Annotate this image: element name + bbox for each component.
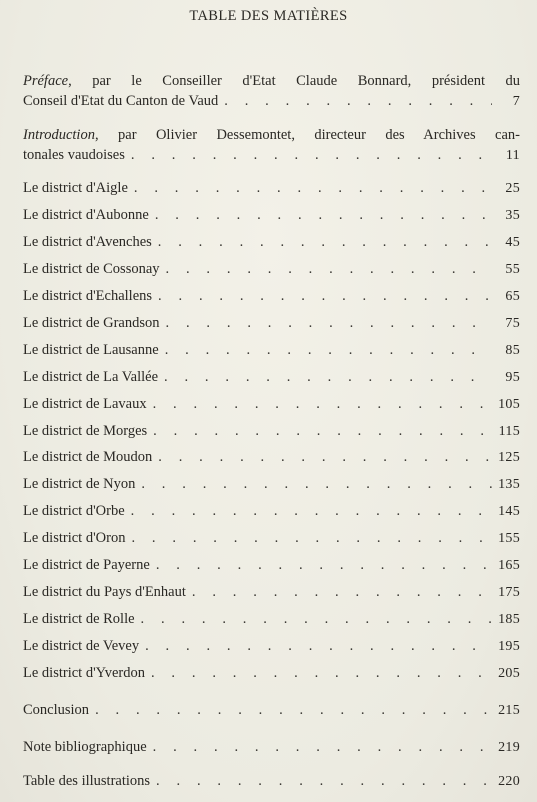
- introduction-title: Introduction: [23, 127, 95, 143]
- page-number: 220: [498, 774, 520, 789]
- dot-leader: [95, 700, 492, 720]
- dot-leader: [158, 286, 492, 306]
- toc-entry-district[interactable]: [23, 501, 520, 522]
- page-number: 45: [505, 235, 520, 250]
- page-number: 215: [498, 703, 520, 718]
- page-number: 155: [498, 531, 520, 546]
- dot-leader: [158, 232, 492, 252]
- page-number: 115: [498, 424, 520, 439]
- dot-leader: [131, 501, 492, 521]
- page-number: 185: [498, 612, 520, 627]
- preface-second-line: [23, 91, 520, 112]
- toc-entry-district[interactable]: [23, 421, 520, 442]
- dot-leader: [145, 636, 492, 656]
- dot-leader: [156, 771, 492, 791]
- toc-entry-conclusion[interactable]: [23, 700, 520, 721]
- toc-entry-district[interactable]: [23, 340, 520, 361]
- dot-leader: [153, 737, 492, 757]
- entry-label: Le district d'Yverdon: [23, 665, 145, 681]
- dot-leader: [131, 528, 492, 548]
- entry-label: Le district de Lausanne: [23, 342, 159, 358]
- entry-label: Note bibliographique: [23, 739, 147, 755]
- page-number: 7: [512, 94, 520, 109]
- page-number: 65: [505, 289, 520, 304]
- dot-leader: [153, 394, 492, 414]
- toc-entry-district[interactable]: [23, 205, 520, 226]
- page-number: 35: [505, 208, 520, 223]
- entry-label: Le district d'Aigle: [23, 180, 128, 196]
- page-number: 11: [505, 148, 520, 163]
- dot-leader: [141, 474, 492, 494]
- dot-leader: [141, 609, 492, 629]
- toc-entry-introduction[interactable]: [23, 125, 520, 166]
- page-number: 75: [505, 316, 520, 331]
- preface-line1-text: , par le Conseiller d'Etat Claude Bonnard, président du: [68, 73, 520, 89]
- dot-leader: [166, 313, 492, 333]
- toc-entry-district[interactable]: [23, 232, 520, 253]
- dot-leader: [151, 663, 492, 683]
- toc-entry-district[interactable]: [23, 313, 520, 334]
- toc-entry-district[interactable]: [23, 286, 520, 307]
- preface-line2-text: Conseil d'Etat du Canton de Vaud: [23, 93, 219, 109]
- entry-label: Le district de Morges: [23, 423, 148, 439]
- entry-label: Le district de Cossonay: [23, 261, 160, 277]
- page-title: TABLE DES MATIÈRES: [189, 8, 348, 24]
- toc-entry-preface[interactable]: [23, 71, 520, 112]
- dot-leader: [134, 178, 492, 198]
- entry-label: Le district d'Oron: [23, 530, 126, 546]
- toc-entry-district[interactable]: [23, 367, 520, 388]
- entry-label: Le district de Vevey: [23, 638, 140, 654]
- entry-label: Le district d'Orbe: [23, 503, 125, 519]
- page-number: 195: [498, 639, 520, 654]
- entry-label: Le district de Payerne: [23, 557, 150, 573]
- preface-title: Préface: [23, 73, 69, 89]
- toc-entry-bibliography[interactable]: [23, 737, 520, 758]
- page-number: 135: [498, 477, 520, 492]
- entry-label: Conclusion: [23, 702, 90, 718]
- entry-label: Le district de Nyon: [23, 476, 136, 492]
- entry-label: Le district de Moudon: [23, 449, 153, 465]
- page-number: 145: [498, 504, 520, 519]
- dot-leader: [192, 582, 492, 602]
- dot-leader: [153, 421, 492, 441]
- dot-leader: [155, 205, 492, 225]
- page-number: 165: [498, 558, 520, 573]
- toc-entry-district[interactable]: [23, 474, 520, 495]
- page-number: 85: [505, 343, 520, 358]
- entry-label: Le district de Lavaux: [23, 396, 147, 412]
- dot-leader: [166, 259, 492, 279]
- toc-entry-district[interactable]: [23, 555, 520, 576]
- toc-entry-district[interactable]: [23, 259, 520, 280]
- dot-leader: [158, 447, 492, 467]
- page-number: 25: [505, 181, 520, 196]
- entry-label: Le district d'Avenches: [23, 234, 152, 250]
- toc-entry-district[interactable]: [23, 178, 520, 199]
- entry-label: Le district de La Vallée: [23, 369, 159, 385]
- page-number: 205: [498, 666, 520, 681]
- introduction-second-line: [23, 145, 520, 166]
- introduction-first-line: [23, 125, 520, 145]
- introduction-line1-text: , par Olivier Dessemontet, directeur des Archives can-: [94, 127, 520, 143]
- entry-label: Table des illustrations: [23, 773, 151, 789]
- page-number: 105: [498, 397, 520, 412]
- dot-leader: [156, 555, 492, 575]
- entry-label: Le district du Pays d'Enhaut: [23, 584, 186, 600]
- dot-leader: [164, 367, 492, 387]
- page-number: 55: [505, 262, 520, 277]
- dot-leader: [224, 91, 492, 111]
- preface-first-line: [23, 71, 520, 91]
- entry-label: Le district de Grandson: [23, 315, 160, 331]
- toc-entry-illustrations[interactable]: [23, 771, 520, 792]
- toc-entry-district[interactable]: [23, 528, 520, 549]
- toc-entry-district[interactable]: [23, 663, 520, 684]
- page-number: 175: [498, 585, 520, 600]
- entry-label: Le district d'Aubonne: [23, 207, 149, 223]
- introduction-line2-text: tonales vaudoises: [23, 147, 125, 163]
- toc-entry-district[interactable]: [23, 447, 520, 468]
- dot-leader: [165, 340, 492, 360]
- toc-entry-district[interactable]: [23, 582, 520, 603]
- page-number: 219: [498, 740, 520, 755]
- toc-entry-district[interactable]: [23, 636, 520, 657]
- page-number: 95: [505, 370, 520, 385]
- entry-label: Le district d'Echallens: [23, 288, 153, 304]
- page-number: 125: [498, 450, 520, 465]
- dot-leader: [131, 145, 492, 165]
- toc-entry-district[interactable]: [23, 394, 520, 415]
- toc-entry-district[interactable]: [23, 609, 520, 630]
- entry-label: Le district de Rolle: [23, 611, 135, 627]
